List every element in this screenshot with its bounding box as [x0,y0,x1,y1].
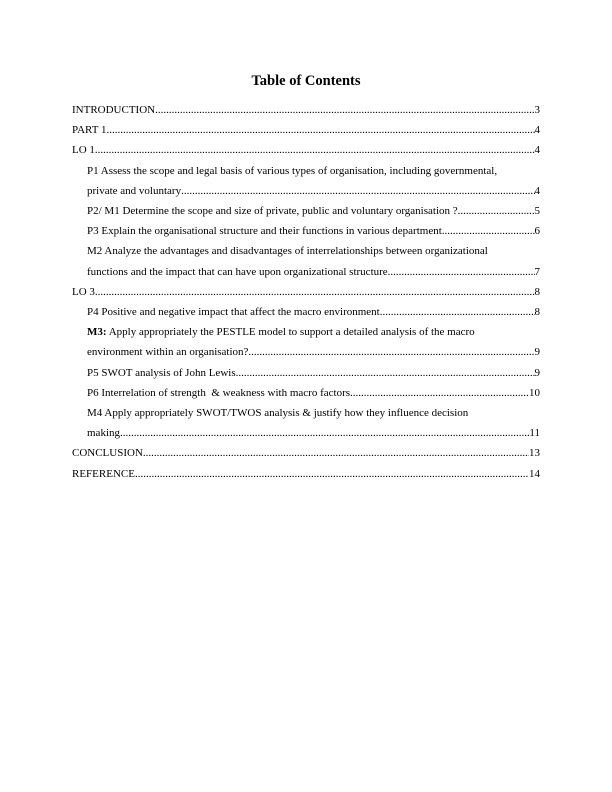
toc-leader-dots [135,464,529,484]
toc-entry-page: 4 [534,124,540,137]
toc-entry-page: 8 [534,306,540,319]
toc-entry-p4[interactable] [72,302,540,322]
toc-entry-page: 14 [529,467,540,480]
toc-entry-text: P6 Interrelation of strength & weakness with macro factors. [87,386,353,399]
toc-leader-dots [107,120,535,140]
toc-entry-text-continued: functions and the impact that can have upon organizational structure. [87,265,391,278]
toc-leader-dots [353,383,529,403]
toc-entry-page: 7 [534,265,540,278]
toc-leader-dots [123,423,530,443]
toc-entry-page: 5 [534,205,540,218]
toc-entry-text: M2 Analyze the advantages and disadvantages of interrelationships between organizational [87,245,488,258]
toc-leader-dots [248,342,534,362]
toc-entry-text: M4 Apply appropriately SWOT/TWOS analysis & justify how they influence decision [87,407,469,420]
toc-entry-p5[interactable] [72,363,540,383]
toc-entry-page: 4 [534,144,540,157]
toc-entry-page: 3 [534,104,540,116]
toc-leader-dots [155,100,534,120]
toc-entry-page: 11 [529,427,540,440]
toc-entry-conclusion[interactable] [72,443,540,463]
toc-leader-dots [143,443,529,463]
toc-leader-dots [95,140,535,160]
toc-title: Table of Contents [251,73,361,89]
toc-leader-dots [181,181,534,201]
toc-entry-text: INTRODUCTION [72,104,156,116]
toc-entry-text-continued: environment within an organisation? [87,346,249,359]
toc-entry-text: P1 Assess the scope and legal basis of various types of organisation, including governmental, [87,164,498,177]
toc-entry-p6[interactable] [72,383,540,403]
toc-entry-lo-1[interactable] [72,140,540,160]
toc-list [72,100,540,484]
toc-entry-reference[interactable] [72,464,540,484]
toc-entry-p1[interactable] [72,161,540,201]
toc-leader-dots [238,363,534,383]
toc-entry-text: REFERENCE [72,467,135,480]
toc-leader-dots [390,262,534,282]
toc-entry-text: P4 Positive and negative impact that affect the macro environment. [87,306,383,319]
toc-entry-p3[interactable] [72,221,540,241]
toc-entry-introduction[interactable] [72,100,540,120]
toc-entry-part-1[interactable] [72,120,540,140]
toc-entry-text-continued: making. [87,427,123,440]
toc-entry-page: 10 [529,386,540,399]
toc-leader-dots [95,282,535,302]
toc-entry-text-continued: private and voluntary [87,184,182,197]
toc-entry-lo-3[interactable] [72,282,540,302]
toc-entry-page: 9 [534,346,540,359]
toc-entry-page: 4 [534,184,540,197]
toc-entry-text: PART 1 [72,124,107,137]
toc-entry-page: 13 [529,447,540,460]
toc-entry-p2-m1[interactable] [72,201,540,221]
toc-entry-m2[interactable] [72,241,540,281]
toc-leader-dots [383,302,535,322]
toc-entry-page: 9 [534,366,540,379]
toc-entry-text [87,322,540,342]
toc-entry-m3[interactable] [72,322,540,362]
toc-entry-text: LO 1 [72,144,95,157]
toc-entry-page: 8 [534,285,540,298]
toc-leader-dots [458,201,535,221]
toc-entry-page: 6 [534,225,540,238]
toc-entry-text: P2/ M1 Determine the scope and size of private, public and voluntary organisation ? [87,205,458,218]
toc-leader-dots [445,221,535,241]
toc-entry-text: LO 3 [72,285,95,298]
toc-entry-bold-prefix: M3: [87,326,107,339]
toc-entry-text-main: Apply appropriately the PESTLE model to support a detailed analysis of the macro [106,326,475,339]
toc-entry-text: CONCLUSION [72,447,143,460]
toc-entry-text: P5 SWOT analysis of John Lewis. [87,366,239,379]
toc-entry-m4[interactable] [72,403,540,443]
toc-entry-text: P3 Explain the organisational structure and their functions in various department. [87,225,445,238]
